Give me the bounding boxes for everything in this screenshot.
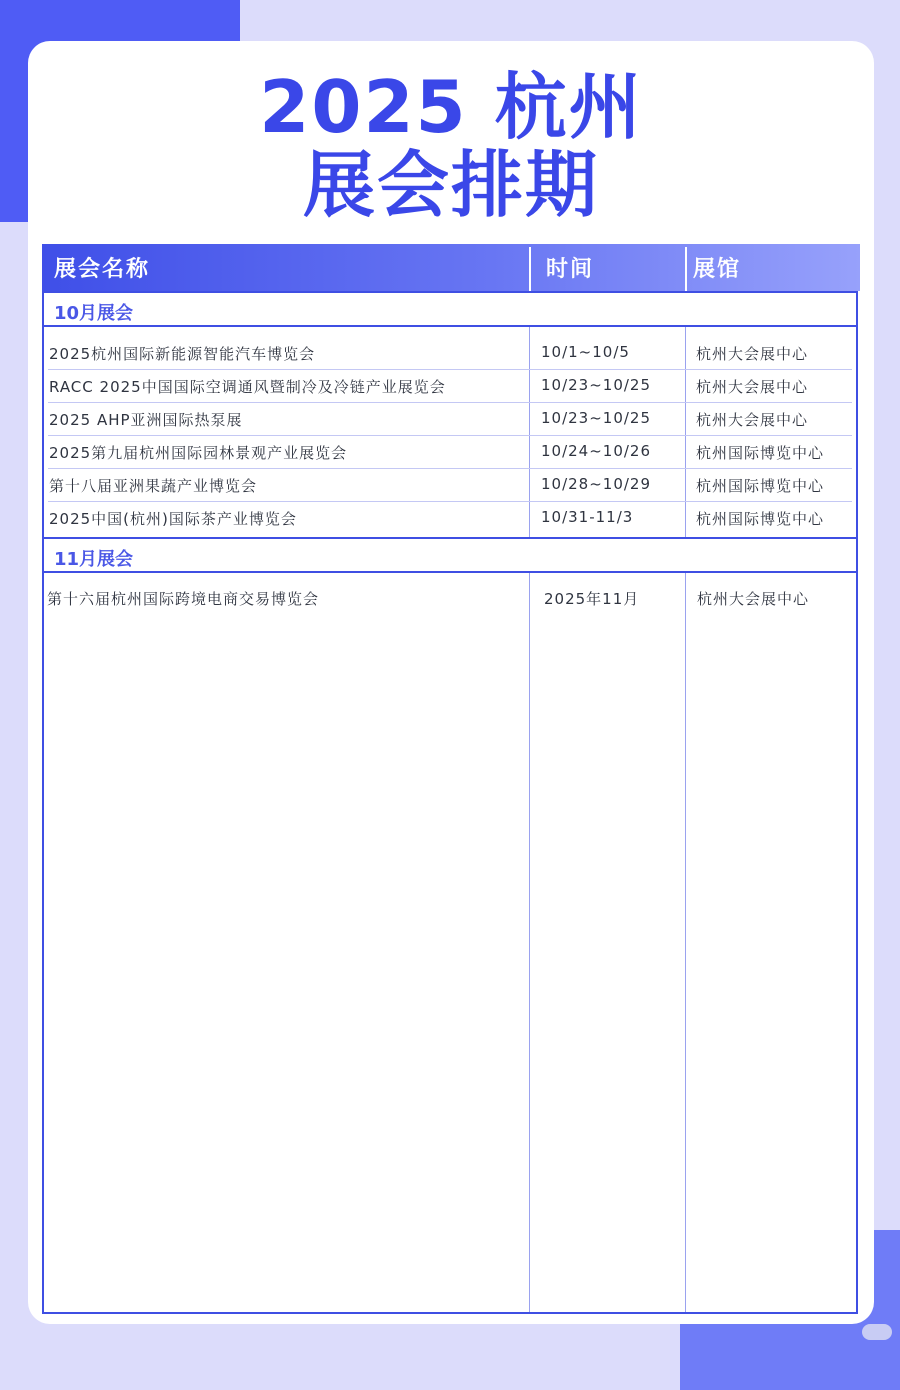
- header-divider: [685, 247, 687, 291]
- exhibition-name: 2025杭州国际新能源智能汽车博览会: [49, 345, 316, 363]
- exhibition-date: 2025年11月: [544, 590, 640, 608]
- section-november: [44, 537, 856, 573]
- table-row: [44, 370, 856, 403]
- table-header: [42, 244, 860, 291]
- exhibition-venue: 杭州大会展中心: [696, 411, 809, 429]
- table-row: [44, 582, 856, 615]
- table-row: [44, 469, 856, 502]
- exhibition-date: 10/31-11/3: [541, 508, 634, 526]
- exhibition-name: 2025第九届杭州国际园林景观产业展览会: [49, 444, 348, 462]
- table-row: [44, 337, 856, 370]
- exhibition-date: 10/1~10/5: [541, 343, 630, 361]
- table-row: [44, 403, 856, 436]
- section-label: 11月展会: [54, 549, 134, 570]
- exhibition-date: 10/23~10/25: [541, 376, 652, 394]
- exhibition-venue: 杭州大会展中心: [696, 345, 809, 363]
- exhibition-table: [42, 244, 858, 1314]
- exhibition-name: RACC 2025中国国际空调通风暨制冷及冷链产业展览会: [49, 378, 446, 396]
- exhibition-venue: 杭州大会展中心: [697, 590, 810, 608]
- column-header-venue: 展馆: [693, 257, 742, 282]
- schedule-card: [28, 41, 874, 1324]
- exhibition-date: 10/24~10/26: [541, 442, 652, 460]
- table-row: [44, 436, 856, 469]
- watermark-badge: [862, 1324, 892, 1340]
- page-title-line1: 2025 杭州: [259, 65, 643, 149]
- exhibition-venue: 杭州国际博览中心: [696, 477, 825, 495]
- exhibition-date: 10/28~10/29: [541, 475, 652, 493]
- section-october: [44, 291, 856, 327]
- exhibition-name: 2025 AHP亚洲国际热泵展: [49, 411, 243, 429]
- exhibition-name: 2025中国(杭州)国际茶产业博览会: [49, 510, 297, 528]
- page-title-line2: 展会排期: [302, 143, 599, 227]
- exhibition-venue: 杭州国际博览中心: [696, 510, 825, 528]
- exhibition-name: 第十八届亚洲果蔬产业博览会: [49, 477, 258, 495]
- exhibition-venue: 杭州大会展中心: [696, 378, 809, 396]
- section-label: 10月展会: [54, 303, 134, 324]
- column-header-time: 时间: [546, 257, 595, 282]
- table-row: [44, 502, 856, 535]
- column-header-name: 展会名称: [54, 257, 151, 282]
- header-divider: [529, 247, 531, 291]
- exhibition-name: 第十六届杭州国际跨境电商交易博览会: [47, 590, 320, 608]
- exhibition-venue: 杭州国际博览中心: [696, 444, 825, 462]
- exhibition-date: 10/23~10/25: [541, 409, 652, 427]
